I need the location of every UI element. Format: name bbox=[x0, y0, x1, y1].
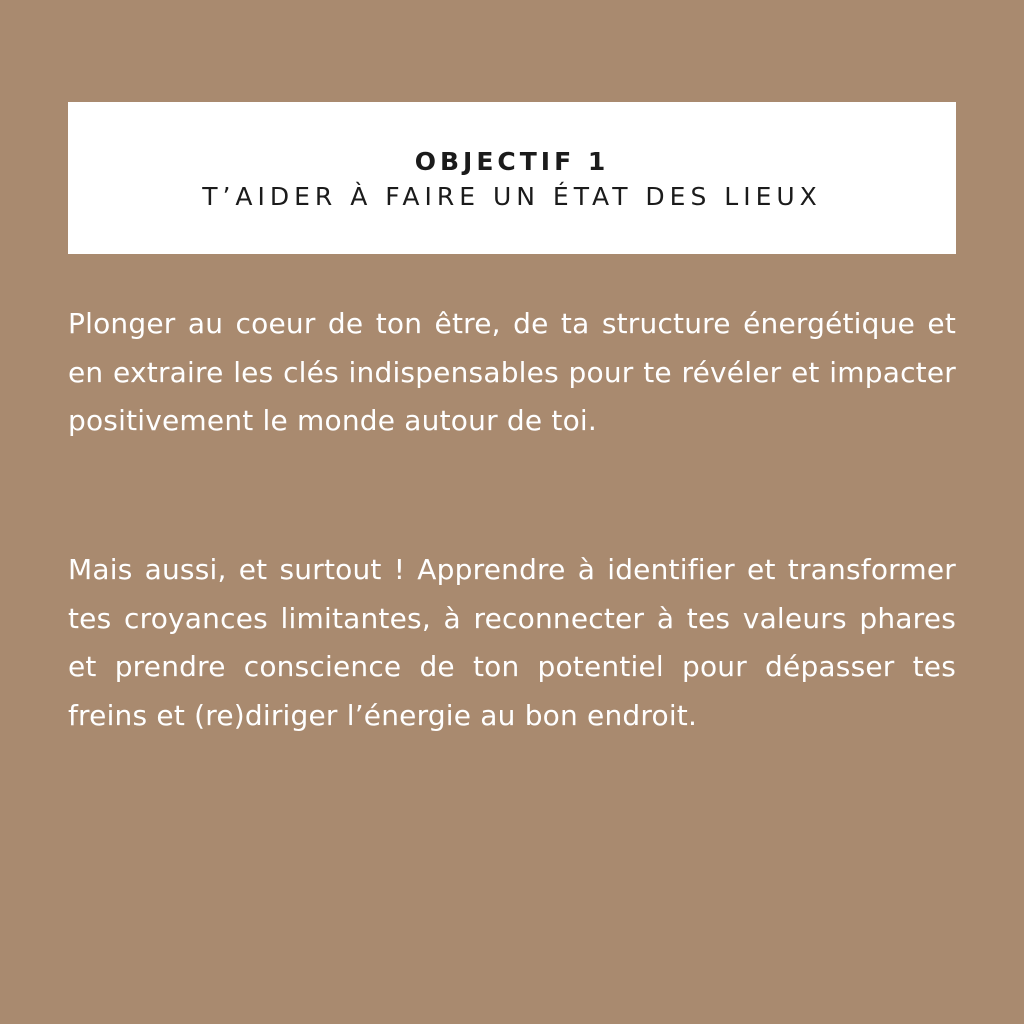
paragraph-details: Mais aussi, et surtout ! Apprendre à identifier et transformer tes croyances limitantes, à reconnecter à tes valeurs phares et prendre conscience de ton potentiel pour dépasser tes freins et (re)diriger l’énergie au bon endroit. bbox=[68, 553, 956, 732]
title-card bbox=[68, 102, 956, 254]
objective-heading: OBJECTIF 1 bbox=[414, 147, 610, 176]
paragraph-intro: Plonger au coeur de ton être, de ta structure énergétique et en extraire les clés indispensables pour te révéler et impacter positivement le monde autour de toi. bbox=[68, 307, 956, 437]
objective-subtitle: T’AIDER À FAIRE UN ÉTAT DES LIEUX bbox=[202, 182, 822, 211]
